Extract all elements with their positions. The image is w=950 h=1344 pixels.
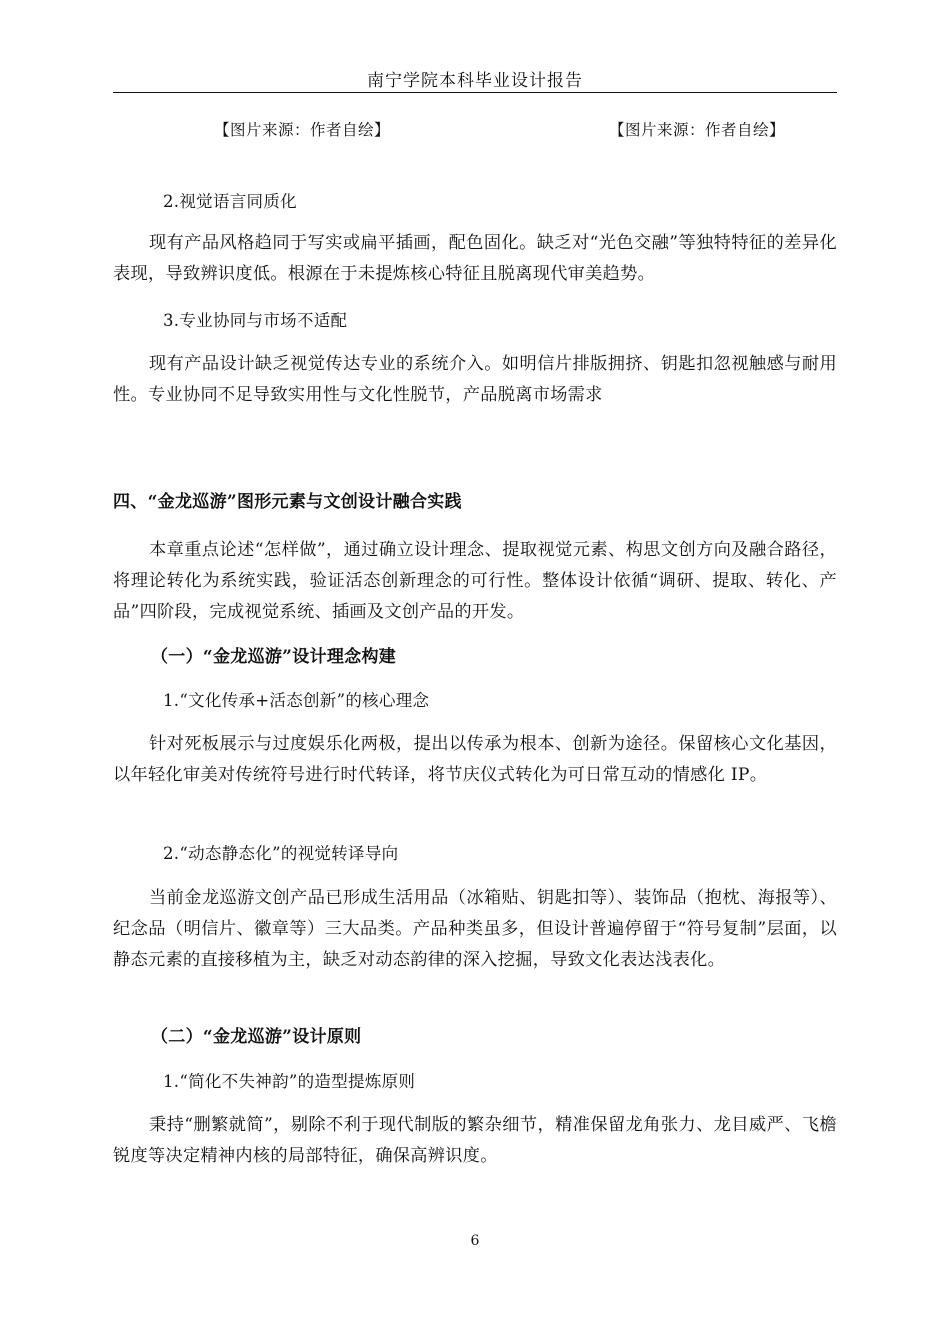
subheading-visual-homogenization: 2.视觉语言同质化 — [163, 192, 297, 211]
section-two-heading: （二）“金龙巡游”设计原则 — [151, 1027, 362, 1047]
subheading-core-concept: 1.“文化传承+活态创新”的核心理念 — [163, 691, 430, 710]
paragraph-simplify: 秉持“删繁就简”，剔除不利于现代制版的繁杂细节，精准保留龙角张力、龙目威严、飞檐锐度等决定精神内核的局部特征，确保高辨识度。 — [113, 1115, 837, 1166]
header-divider — [113, 92, 837, 93]
image-caption-right: 【图片来源：作者自绘】 — [609, 121, 786, 139]
subheading-professional-mismatch: 3.专业协同与市场不适配 — [163, 311, 348, 330]
chapter-four-heading: 四、“金龙巡游”图形元素与文创设计融合实践 — [113, 492, 462, 512]
paragraph-mismatch: 现有产品设计缺乏视觉传达专业的系统介入。如明信片排版拥挤、钥匙扣忽视触感与耐用性。专业协同不足导致实用性与文化性脱节，产品脱离市场需求 — [113, 354, 837, 405]
subheading-dynamic-static: 2.“动态静态化”的视觉转译导向 — [163, 844, 399, 863]
section-one-heading: （一）“金龙巡游”设计理念构建 — [151, 647, 397, 667]
header-title: 南宁学院本科毕业设计报告 — [367, 71, 583, 91]
paragraph-chapter-intro: 本章重点论述“怎样做”，通过确立设计理念、提取视觉元素、构思文创方向及融合路径，将理论转化为系统实践，验证活态创新理念的可行性。整体设计依循“调研、提取、转化、产品”四阶段，完成视觉系统、插画及文创产品的开发。 — [113, 540, 837, 622]
paragraph-core-concept: 针对死板展示与过度娱乐化两极，提出以传承为根本、创新为途径。保留核心文化基因，以年轻化审美对传统符号进行时代转译，将节庆仪式转化为可日常互动的情感化 IP。 — [113, 734, 837, 785]
subheading-simplify: 1.“简化不失神韵”的造型提炼原则 — [163, 1072, 416, 1091]
page-number: 6 — [470, 1233, 480, 1249]
paragraph-homogenization: 现有产品风格趋同于写实或扁平插画，配色固化。缺乏对“光色交融”等独特特征的差异化表现，导致辨识度低。根源在于未提炼核心特征且脱离现代审美趋势。 — [113, 233, 837, 284]
paragraph-dynamic-static: 当前金龙巡游文创产品已形成生活用品（冰箱贴、钥匙扣等）、装饰品（抱枕、海报等）、纪念品（明信片、徽章等）三大品类。产品种类虽多，但设计普遍停留于“符号复制”层面，以静态元素的直接移植为主，缺乏对动态韵律的深入挖掘，导致文化表达浅表化。 — [113, 888, 837, 970]
image-caption-left: 【图片来源：作者自绘】 — [214, 121, 391, 139]
